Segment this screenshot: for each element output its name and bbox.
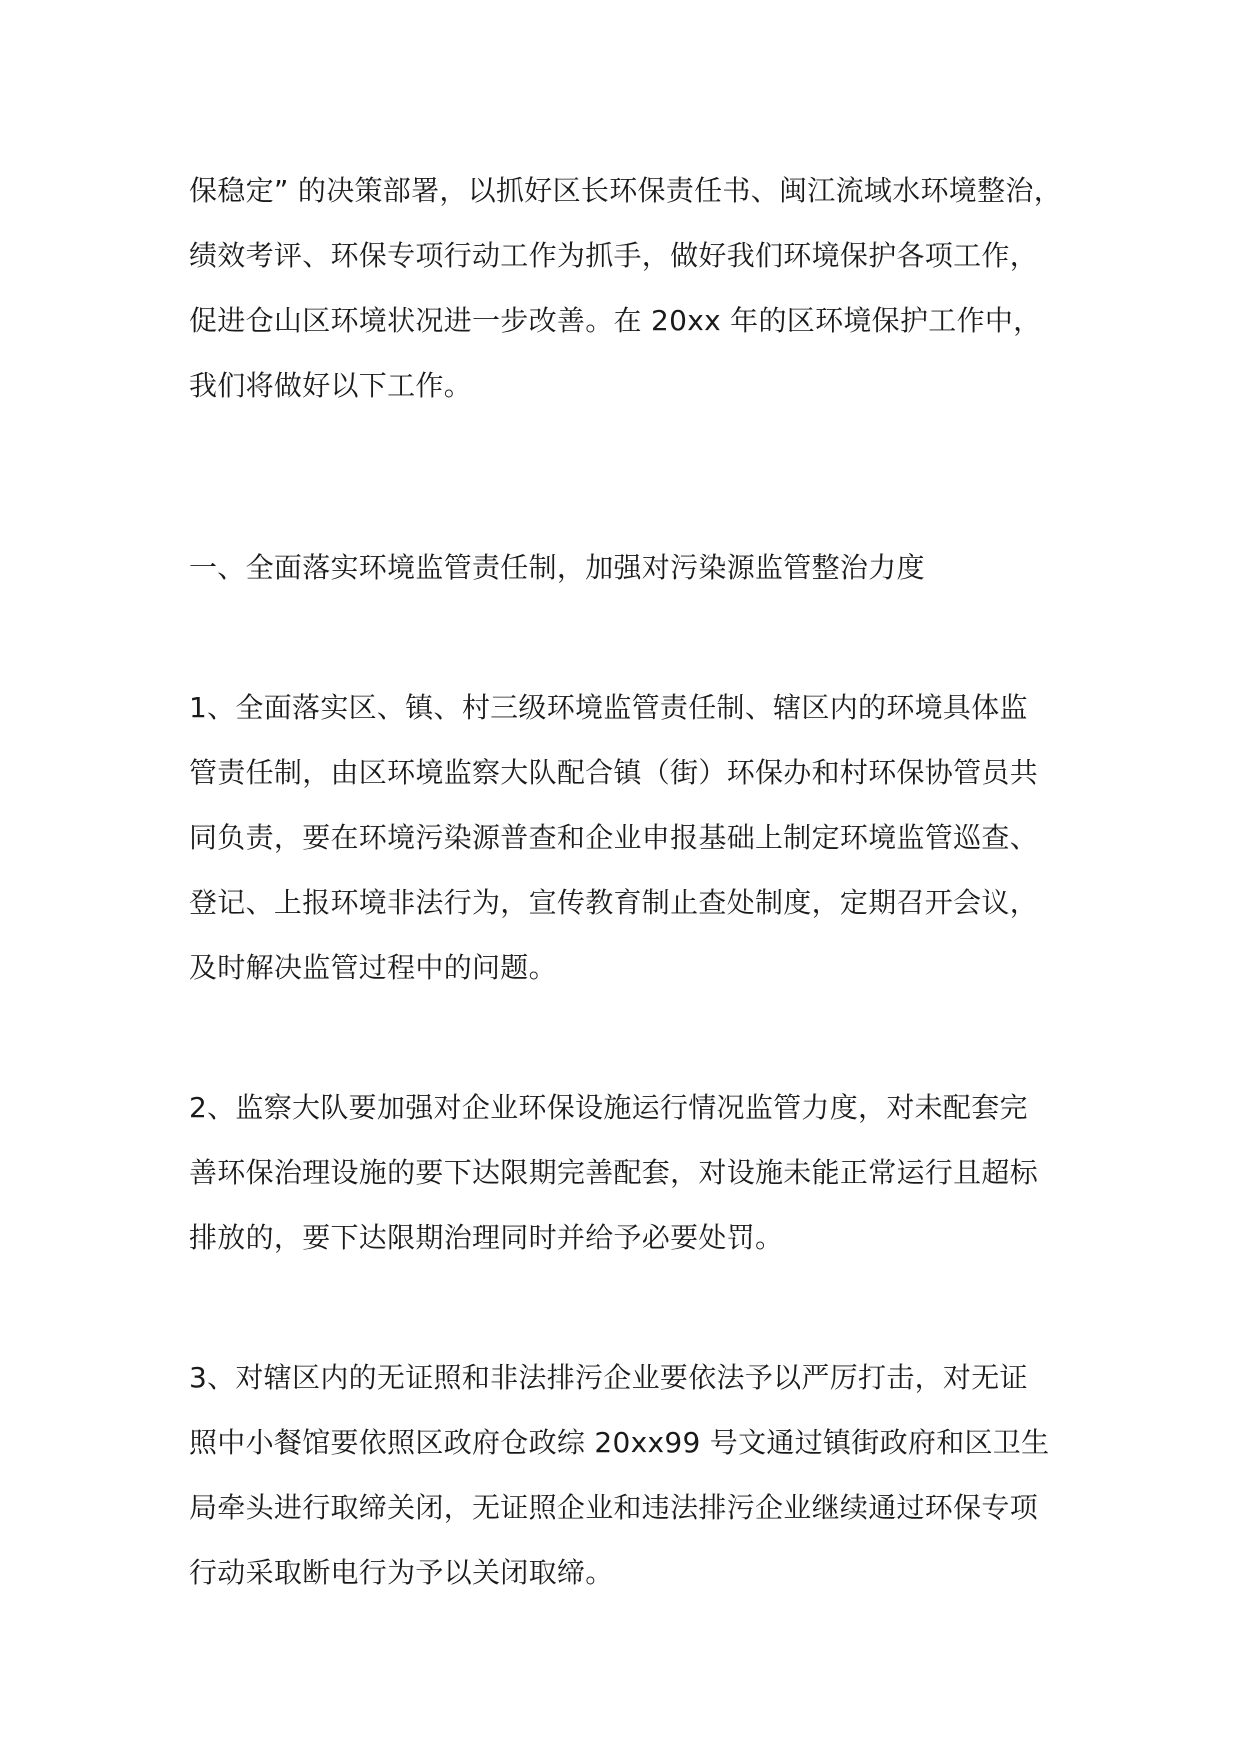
paragraph-line: 我们将做好以下工作。 — [189, 369, 473, 402]
item-1-paragraph — [189, 675, 1094, 1000]
paragraph-line: 及时解决监管过程中的问题。 — [189, 951, 557, 984]
section-heading-text: 一、全面落实环境监管责任制，加强对污染源监管整治力度 — [189, 551, 925, 584]
paragraph-spacer — [189, 1270, 1094, 1345]
paragraph-spacer — [189, 600, 1094, 675]
paragraph-line: 排放的，要下达限期治理同时并给予必要处罚。 — [189, 1221, 784, 1254]
item-2-paragraph — [189, 1075, 1094, 1270]
paragraph-line: 管责任制，由区环境监察大队配合镇（街）环保办和村环保协管员共 — [189, 756, 1039, 789]
paragraph-line: 同负责，要在环境污染源普查和企业申报基础上制定环境监管巡查、 — [189, 821, 1039, 854]
paragraph-line: 1、全面落实区、镇、村三级环境监管责任制、辖区内的环境具体监 — [189, 691, 1028, 724]
paragraph-line: 善环保治理设施的要下达限期完善配套，对设施未能正常运行且超标 — [189, 1156, 1039, 1189]
section-heading — [189, 535, 1094, 600]
paragraph-line: 登记、上报环境非法行为，宣传教育制止查处制度，定期召开会议， — [189, 886, 1039, 919]
paragraph-line: 行动采取断电行为予以关闭取缔。 — [189, 1556, 614, 1589]
paragraph-spacer — [189, 1000, 1094, 1075]
paragraph-line: 2、监察大队要加强对企业环保设施运行情况监管力度，对未配套完 — [189, 1091, 1028, 1124]
paragraph-line: 促进仓山区环境状况进一步改善。在 20xx 年的区环境保护工作中， — [189, 304, 1042, 337]
item-3-paragraph — [189, 1345, 1094, 1605]
paragraph-line: 3、对辖区内的无证照和非法排污企业要依法予以严厉打击，对无证 — [189, 1361, 1028, 1394]
paragraph-line: 照中小餐馆要依照区政府仓政综 20xx99 号文通过镇街政府和区卫生 — [189, 1426, 1050, 1459]
paragraph-line: 绩效考评、环保专项行动工作为抓手，做好我们环境保护各项工作， — [189, 239, 1039, 272]
paragraph-line: 保稳定” 的决策部署，以抓好区长环保责任书、闽江流域水环境整治， — [189, 174, 1063, 207]
document-body — [189, 158, 1094, 1605]
paragraph-line: 局牵头进行取缔关闭，无证照企业和违法排污企业继续通过环保专项 — [189, 1491, 1039, 1524]
paragraph-spacer — [189, 418, 1094, 535]
intro-paragraph — [189, 158, 1094, 418]
